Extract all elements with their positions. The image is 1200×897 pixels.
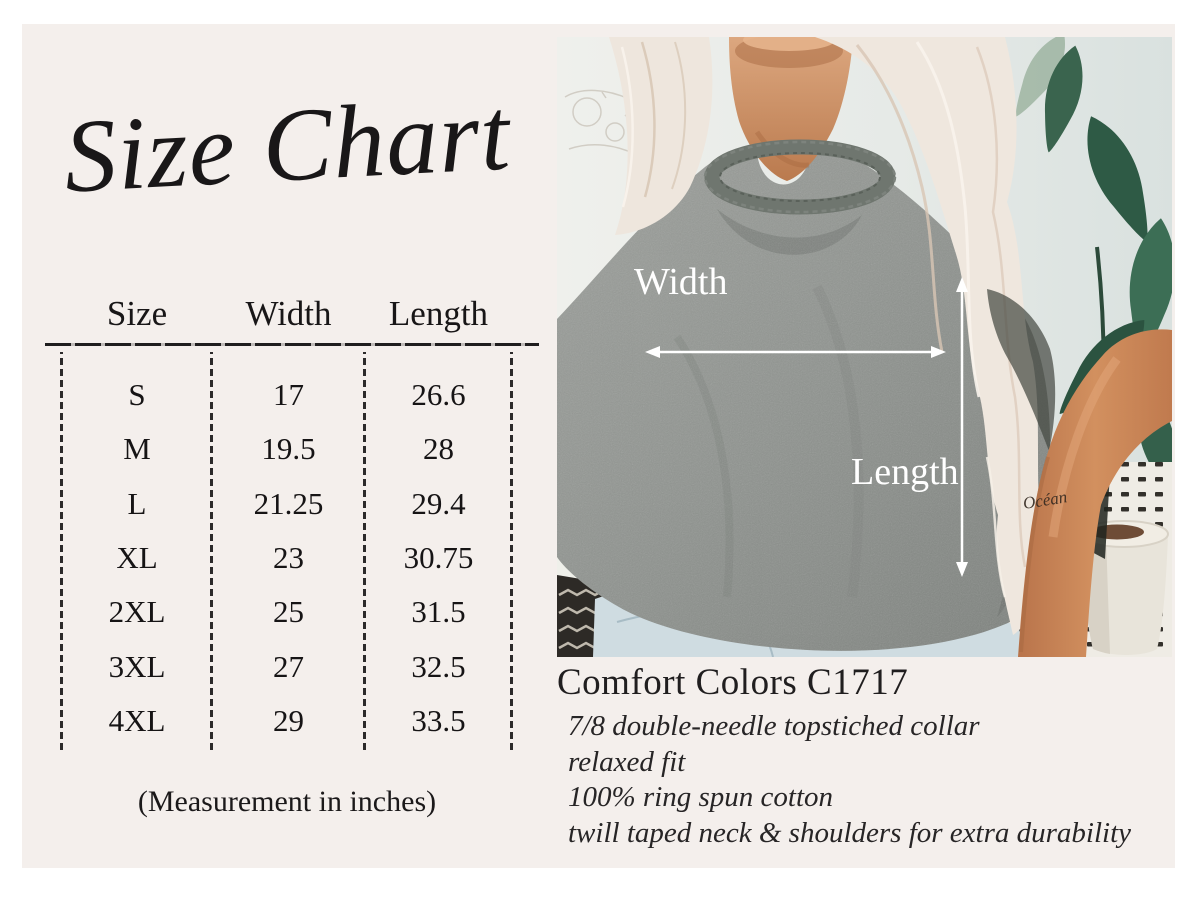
- table-row: [62, 585, 512, 639]
- tattoo-text: Océan: [1021, 487, 1069, 513]
- feature-list: [568, 709, 1168, 851]
- length-cell: 32.5: [411, 648, 466, 684]
- product-photo: [557, 37, 1172, 657]
- size-cell: 3XL: [108, 648, 166, 684]
- width-cell: 25: [273, 594, 304, 630]
- length-cell: 30.75: [403, 539, 474, 575]
- measurement-footnote: (Measurement in inches): [137, 785, 437, 818]
- width-cell: 23: [273, 539, 304, 575]
- width-cell: 29: [273, 702, 304, 738]
- feature-line: 100% ring spun cotton: [568, 781, 834, 813]
- feature-line: twill taped neck & shoulders for extra durability: [568, 816, 1132, 849]
- width-cell: 17: [273, 377, 304, 413]
- table-row: [62, 477, 512, 531]
- size-cell: 4XL: [108, 702, 166, 738]
- size-cell: 2XL: [108, 594, 166, 630]
- table-header: [62, 292, 512, 336]
- length-cell: 26.6: [411, 377, 466, 413]
- size-table-rows: [62, 368, 512, 748]
- column-header-width: Width: [245, 294, 332, 333]
- column-header-size: Size: [106, 294, 168, 333]
- table-header-rule: [45, 343, 539, 346]
- feature-line: 7/8 double-needle topstiched collar: [568, 710, 980, 742]
- product-name: Comfort Colors C1717: [557, 662, 909, 703]
- width-cell: 19.5: [261, 431, 316, 467]
- table-row: [62, 694, 512, 748]
- table-row: [62, 368, 512, 422]
- table-row: [62, 531, 512, 585]
- width-label: Width: [634, 261, 728, 303]
- column-header-length: Length: [388, 294, 489, 333]
- size-cell: M: [123, 431, 151, 467]
- width-cell: 21.25: [253, 485, 324, 521]
- size-cell: XL: [116, 539, 158, 575]
- page-title: [30, 38, 545, 253]
- size-cell: S: [128, 377, 146, 413]
- length-cell: 28: [423, 431, 454, 467]
- table-row: [62, 422, 512, 476]
- length-label: Length: [851, 451, 959, 493]
- feature-line: relaxed fit: [568, 745, 686, 778]
- table-row: [62, 639, 512, 693]
- length-cell: 31.5: [411, 594, 466, 630]
- length-cell: 33.5: [411, 702, 466, 738]
- size-cell: L: [127, 485, 147, 521]
- page-title-text: Size Chart: [61, 76, 514, 215]
- width-cell: 27: [273, 648, 304, 684]
- length-cell: 29.4: [411, 485, 466, 521]
